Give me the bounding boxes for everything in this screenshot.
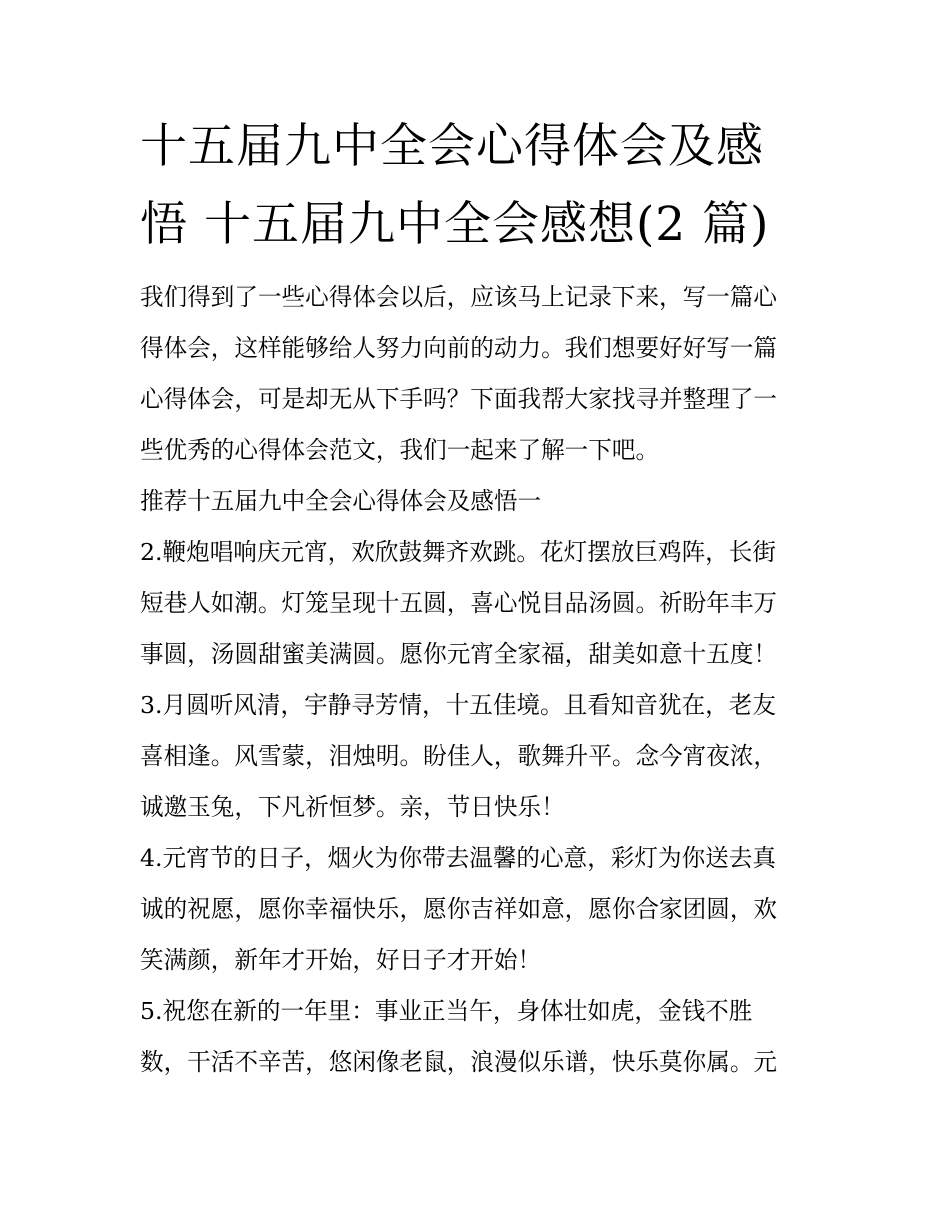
text-line: 2.鞭炮唱响庆元宵，欢欣鼓舞齐欢跳。花灯摆放巨鸡阵，长街 bbox=[140, 538, 776, 566]
paragraph-item-2 bbox=[140, 527, 812, 680]
text-line: 4.元宵节的日子，烟火为你带去温馨的心意，彩灯为你送去真 bbox=[140, 844, 776, 872]
text-line: 5.祝您在新的一年里：事业正当午，身体壮如虎，金钱不胜 bbox=[140, 997, 753, 1025]
text-line: 我们得到了一些心得体会以后，应该马上记录下来，写一篇心 bbox=[140, 283, 778, 311]
section-heading bbox=[140, 476, 812, 527]
text-line: 3.月圆听风清，宇静寻芳情，十五佳境。且看知音犹在，老友 bbox=[140, 691, 776, 719]
text-line: 些优秀的心得体会范文，我们一起来了解一下吧。 bbox=[140, 436, 660, 464]
text-line: 短巷人如潮。灯笼呈现十五圆，喜心悦目品汤圆。祈盼年丰万 bbox=[140, 589, 778, 617]
document-body bbox=[140, 272, 812, 1088]
text-line: 喜相逢。风雪蒙，泪烛明。盼佳人，歌舞升平。念今宵夜浓， bbox=[140, 742, 778, 770]
document-title bbox=[140, 108, 812, 264]
document-content bbox=[140, 108, 812, 1088]
text-line: 笑满颜，新年才开始，好日子才开始！ bbox=[140, 946, 542, 974]
paragraph-intro bbox=[140, 272, 812, 476]
text-line: 数，干活不辛苦，悠闲像老鼠，浪漫似乐谱，快乐莫你属。元 bbox=[140, 1048, 778, 1076]
text-line: 诚的祝愿，愿你幸福快乐，愿你吉祥如意，愿你合家团圆，欢 bbox=[140, 895, 778, 923]
paragraph-item-3 bbox=[140, 680, 812, 833]
paragraph-item-4 bbox=[140, 833, 812, 986]
title-line: 十五届九中全会心得体会及感 bbox=[140, 119, 764, 174]
text-line: 诚邀玉兔，下凡祈恒梦。亲，节日快乐！ bbox=[140, 793, 565, 821]
text-line: 心得体会，可是却无从下手吗？下面我帮大家找寻并整理了一 bbox=[140, 385, 778, 413]
text-line: 推荐十五届九中全会心得体会及感悟一 bbox=[140, 487, 542, 515]
title-line: 悟 十五届九中全会感想(2 篇) bbox=[140, 197, 770, 252]
text-line: 得体会，这样能够给人努力向前的动力。我们想要好好写一篇 bbox=[140, 334, 778, 362]
text-line: 事圆，汤圆甜蜜美满圆。愿你元宵全家福，甜美如意十五度！ bbox=[140, 640, 778, 668]
paragraph-item-5 bbox=[140, 986, 812, 1088]
